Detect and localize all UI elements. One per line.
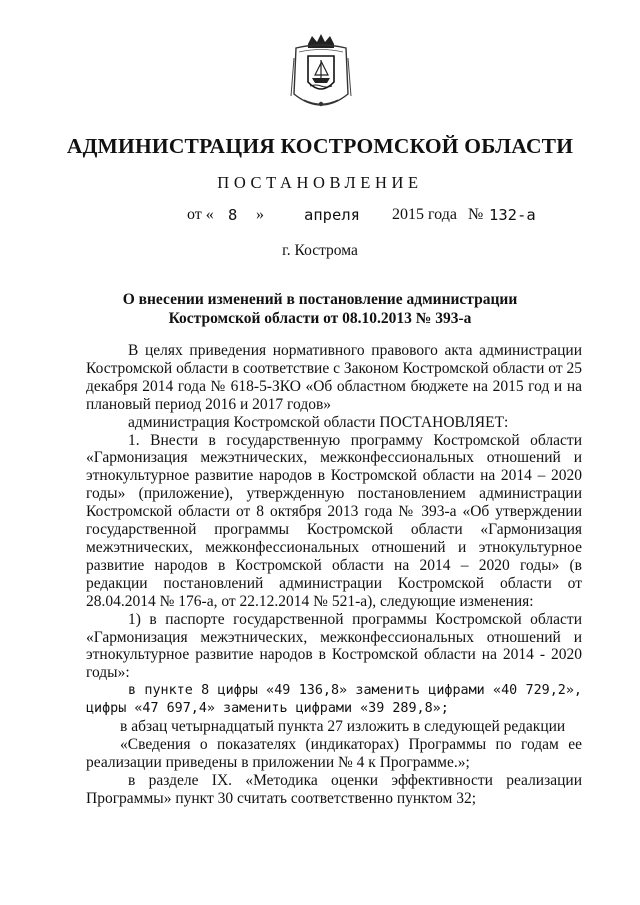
decree-line: администрация Костромской области ПОСТАНОВЛЯЕТ: xyxy=(128,413,509,431)
item-1-paragraph: 1. Внести в государственную программу Костромской области «Гармонизация межэтнических, межконфессиональных отношений и этнокультурное развитие народов в Костромской области на 2014 – 2020 годы» (приложение), утвержденную постановлением администрации Костромской области от 8 октября 2013 года № 393-а «Об утверждении государственной программы Костромской области «Гармонизация межэтнических, межконфессиональных отношений и этнокультурное развитие народов в Костромской области на 2014 – 2020 годы» (в редакции постановлений администрации Костромской области от 28.04.2014 № 176-а, от 22.12.2014 № 521-а), следующие изменения: xyxy=(86,431,582,610)
date-year: 2015 года xyxy=(392,206,457,223)
subitem-1d-paragraph: в разделе IX. «Методика оценки эффективности реализации Программы» пункт 30 считать соответственно пунктом 32; xyxy=(86,771,582,807)
subject-line-2: Костромской области от 08.10.2013 № 393-а xyxy=(168,310,472,327)
document-body xyxy=(86,342,582,808)
date-day: 8 xyxy=(228,206,238,224)
subitem-1c-paragraph: «Сведения о показателях (индикаторах) Программы по годам ее реализации приведены в приложении № 4 к Программе.»; xyxy=(86,735,582,771)
city: г. Кострома xyxy=(282,242,358,259)
subject-line-1: О внесении изменений в постановление администрации xyxy=(122,291,518,308)
document-type: ПОСТАНОВЛЕНИЕ xyxy=(217,173,423,192)
document-number: 132-а xyxy=(489,206,536,224)
date-number-line xyxy=(0,206,640,230)
subitem-1b-paragraph: в абзац четырнадцатый пункта 27 изложить в следующей редакции xyxy=(120,718,566,736)
kostroma-coat-of-arms-icon xyxy=(290,34,352,116)
preamble-paragraph: В целях приведения нормативного правового акта администрации Костромской области в соответствие с Законом Костромской области от 25 декабря 2014 года № 618-5-ЗКО «Об областном бюджете на 2015 год и на плановый период 2016 и 2017 годов» xyxy=(86,342,582,413)
subitem-1-paragraph: 1) в паспорте государственной программы Костромской области «Гармонизация межэтнических, межконфессиональных отношений и этнокультурное развитие народов в Костромской области на 2014 - 2020 годы»: xyxy=(86,610,582,682)
subitem-1a-paragraph: в пункте 8 цифры «49 136,8» заменить цифрами «40 729,2», цифры «47 697,4» заменить цифрами «39 289,8»; xyxy=(86,683,582,717)
date-close-quote: » xyxy=(256,206,264,223)
number-sign: № xyxy=(468,206,484,223)
document-subject xyxy=(100,290,540,328)
organization-title: АДМИНИСТРАЦИЯ КОСТРОМСКОЙ ОБЛАСТИ xyxy=(66,134,574,158)
date-month: апреля xyxy=(304,206,360,224)
date-prefix: от « xyxy=(187,206,214,223)
